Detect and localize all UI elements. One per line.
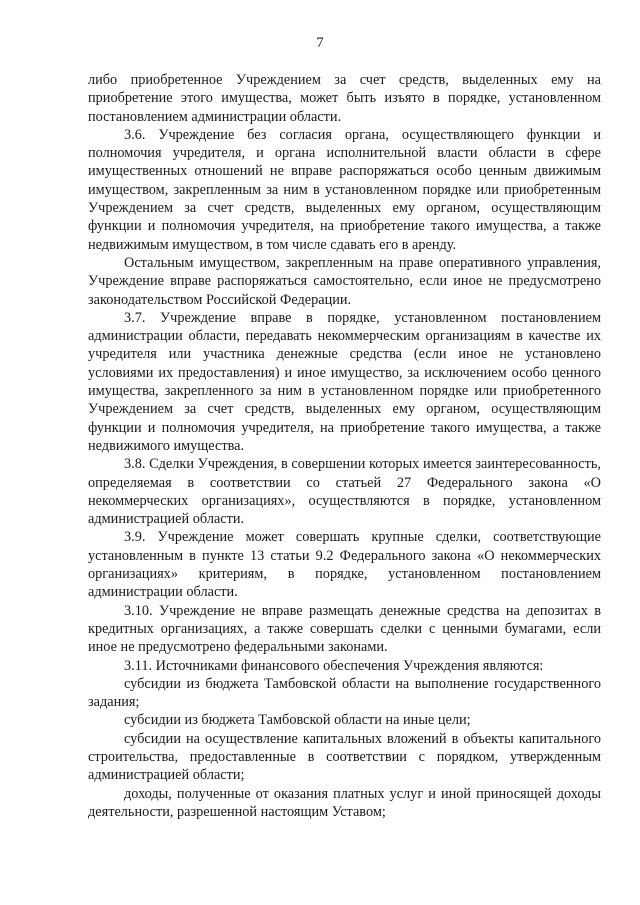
paragraph-3-11: 3.11. Источниками финансового обеспечения Учреждения являются: [124, 657, 544, 674]
paragraph-continuation: либо приобретенное Учреждением за счет средств, выделенных ему на приобретение этого имущества, может быть изъято в порядке, установленном постановлением администрации области. [88, 72, 601, 125]
paragraph-3-7: 3.7. Учреждение вправе в порядке, установленном постановлением администрации области, передавать некоммерческим организациям в качестве их учредителя или участника денежные средства (если иное не установлено условиями их предоставления) и иное имущество, за исключением особо ценного имущества, закрепленного за ним в установленном порядке или приобретенного Учреждением за счет средств, выделенных ему органом, осуществляющим функции и полномочия учредителя, на приобретение такого имущества, а также недвижимого имущества. [88, 309, 601, 454]
paragraph-3-9: 3.9. Учреждение может совершать крупные сделки, соответствующие установленным в пункте 13 статьи 9.2 Федерального закона «О некоммерческих организациях» критериям, в порядке, установленном постановлением администрации области. [88, 529, 601, 601]
page-number: 7 [316, 35, 324, 51]
paragraph-other-property: Остальным имуществом, закрепленным на праве оперативного управления, Учреждение вправе распоряжаться самостоятельно, если иное не предусмотрено законодательством Российской Федерации. [88, 254, 601, 308]
paragraph-3-8: 3.8. Сделки Учреждения, в совершении которых имеется заинтересованность, определяемая в соответствии со статьей 27 Федерального закона «О некоммерческих организациях», осуществляются в порядке, установленном администрацией области. [88, 456, 601, 528]
list-item-capital-investment-subsidy: субсидии на осуществление капитальных вложений в объекты капитального строительства, предоставленные в соответствии с порядком, утвержденным администрацией области; [88, 730, 601, 784]
list-item-state-task-subsidy: субсидии из бюджета Тамбовской области на выполнение государственного задания; [88, 675, 601, 711]
document-body [88, 71, 601, 821]
paragraph-3-10: 3.10. Учреждение не вправе размещать денежные средства на депозитах в кредитных организациях, а также совершать сделки с ценными бумагами, если иное не предусмотрено федеральными законами. [88, 602, 601, 656]
paragraph-3-6: 3.6. Учреждение без согласия органа, осуществляющего функции и полномочия учредителя, и органа исполнительной власти области в сфере имущественных отношений не вправе распоряжаться особо ценным движимым имуществом, закрепленным за ним в установленном порядке или приобретенным Учреждением за счет средств, выделенных ему органом, осуществляющим функции и полномочия учредителя, на приобретение такого имущества, а также недвижимым имуществом, в том числе сдавать его в аренду. [88, 126, 601, 253]
list-item-paid-services-income: доходы, полученные от оказания платных услуг и иной приносящей доходы деятельности, разрешенной настоящим Уставом; [88, 785, 601, 820]
list-item-other-purpose-subsidy: субсидии из бюджета Тамбовской области на иные цели; [124, 712, 471, 729]
